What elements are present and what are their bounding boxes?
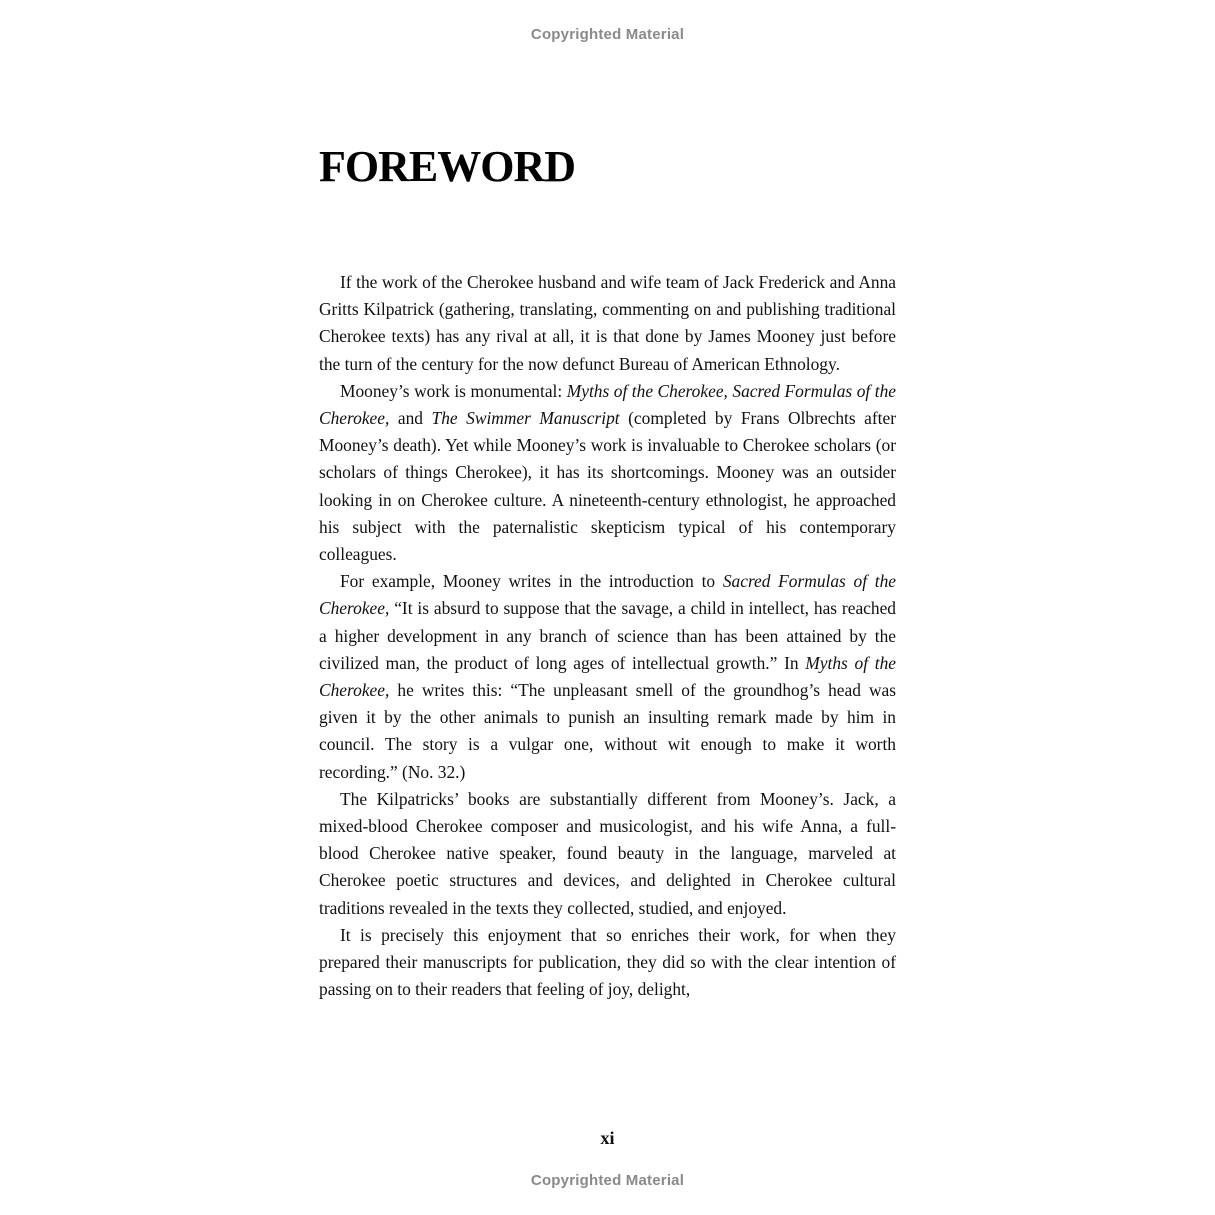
paragraph-3-title-myths: Myths of the Cherokee, [319,652,897,701]
body-text [319,269,896,1003]
paragraph-3-text-c: “It is absurd to suppose that the savage, a child in intellect, has reached a higher development in any branch of science than has been attained by the civilized man, the product of long ages of intellectual growth.” In [319,598,896,673]
paragraph-2-title-myths-formulas: Myths of the Cherokee, Sacred Formulas of the Cherokee, [319,380,896,429]
copyright-watermark-top: Copyrighted Material [530,26,685,43]
paragraph-2-text-c: and [389,408,432,429]
paragraph-2 [319,378,896,568]
paragraph-5: It is precisely this enjoyment that so enriches their work, for when they prepared their manuscripts for publication, they did so with the clear intention of passing on to their readers that feeling of joy, delight, [319,924,896,1000]
paragraph-2-text-a: Mooney’s work is monumental: [340,380,567,401]
paragraph-4: The Kilpatricks’ books are substantially different from Mooney’s. Jack, a mixed-blood Cherokee composer and musicologist, and his wife Anna, a full-blood Cherokee native speaker, found beauty in the language, marveled at Cherokee poetic structures and devices, and delighted in Cherokee cultural traditions revealed in the texts they collected, studied, and enjoyed. [319,788,896,918]
paragraph-3-text-a: For example, Mooney writes in the introduction to [340,571,723,592]
page-header [319,140,896,194]
paragraph-3-text-e: he writes this: “The unpleasant smell of the groundhog’s head was given it by the other animals to punish an insulting remark made by him in council. The story is a vulgar one, without wit enough to make it worth recording.” (No. 32.) [319,680,896,782]
paragraph-2-text-e: (completed by Frans Olbrechts after Mooney’s death). Yet while Mooney’s work is invaluable to Cherokee scholars (or scholars of things Cherokee), it has its shortcomings. Mooney was an outsider looking in on Cherokee culture. A nineteenth-century ethnologist, he approached his subject with the paternalistic skepticism typical of his contemporary colleagues. [319,408,896,565]
paragraph-3 [319,568,896,786]
chapter-title: FOREWORD [319,142,575,191]
page-number: xi [600,1128,615,1148]
paragraph-3-title-formulas: Sacred Formulas of the Cherokee, [319,571,896,619]
copyright-watermark-bottom: Copyrighted Material [530,1172,685,1189]
paragraph-1: If the work of the Cherokee husband and wife team of Jack Frederick and Anna Gritts Kilpatrick (gathering, translating, commenting on and publishing traditional Cherokee texts) has any rival at all, it is that done by James Mooney just before the turn of the century for the now defunct Bureau of American Ethnology. [319,272,896,374]
paragraph-2-title-swimmer: The Swimmer Manuscript [431,408,620,429]
